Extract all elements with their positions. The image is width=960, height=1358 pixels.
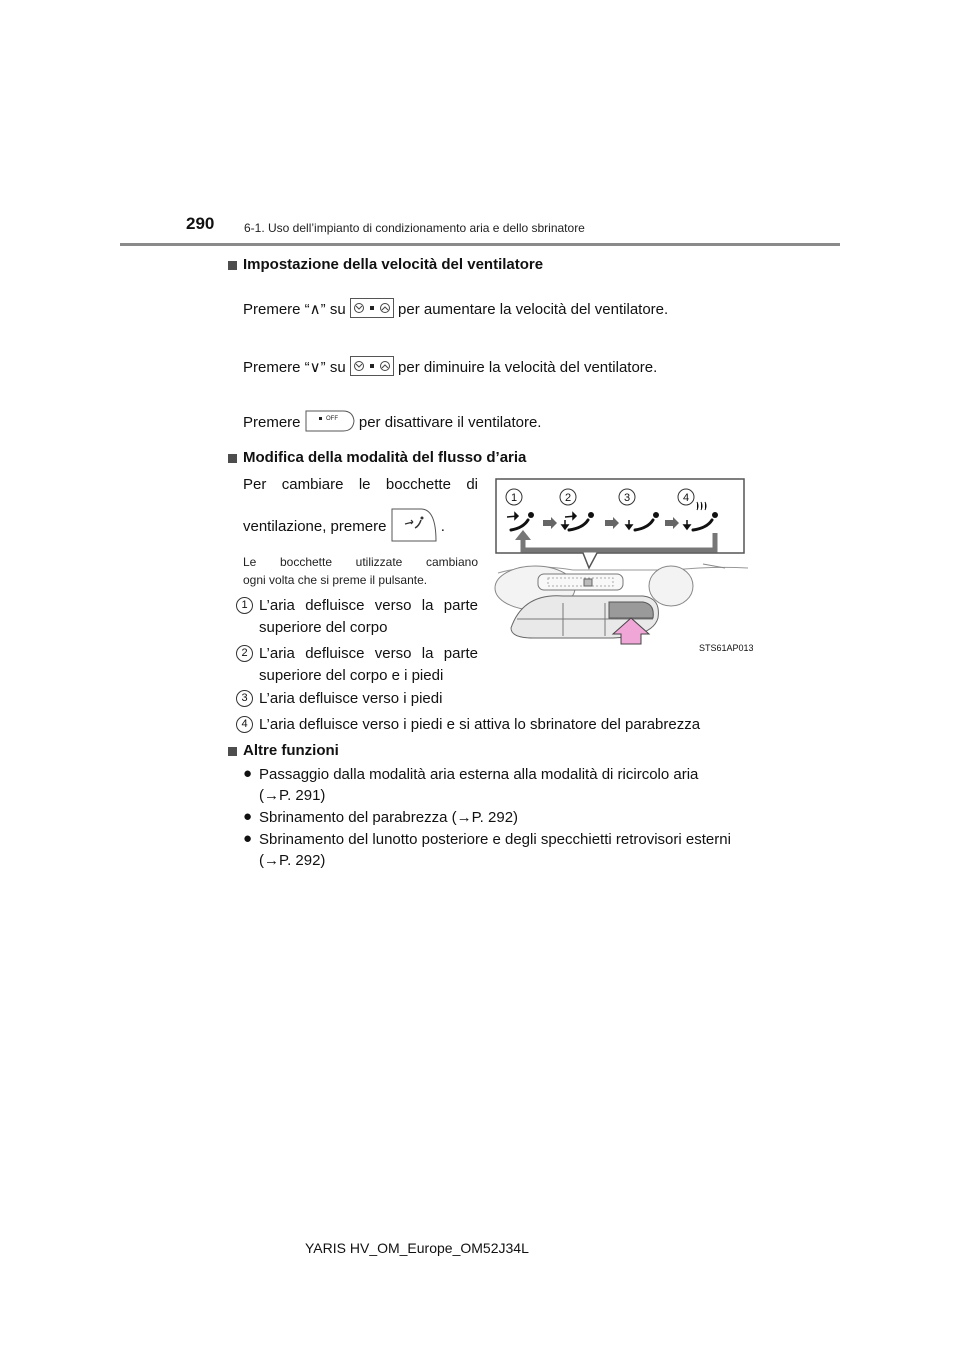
section-marker	[228, 454, 237, 463]
airflow-mode-figure	[493, 478, 753, 658]
item-4-line1: L’aria defluisce verso i piedi e si attiva lo sbrinatore del parabrezza	[259, 716, 701, 733]
airflow-section-title: Modifica della modalità del flusso d’aria	[243, 449, 527, 466]
item-number-3: 3	[236, 690, 253, 707]
airflow-intro-line2	[243, 508, 445, 546]
bullet-3-line1: Sbrinamento del lunotto posteriore e degli specchietti retrovisori esterni	[259, 831, 731, 848]
item-number-4: 4	[236, 716, 253, 733]
fan-decrease-after: per diminuire la velocità del ventilatore.	[398, 358, 658, 376]
fan-off-before: Premere	[243, 413, 301, 431]
item-2-line2: superiore del corpo e i piedi	[259, 667, 444, 684]
airflow-intro-before: ventilazione, premere	[243, 517, 387, 535]
bullet-dot: ●	[243, 765, 253, 782]
bullet-2-line1: Sbrinamento del parabrezza (→P. 292)	[259, 809, 519, 826]
figure-label-3: 3	[623, 492, 631, 504]
airflow-note-line1: Le bocchette utilizzate cambiano	[243, 555, 478, 569]
chapter-title: 6-1. Uso dell’impianto di condizionamento aria e dello sbrinatore	[244, 221, 585, 235]
item-number-1: 1	[236, 597, 253, 614]
bullet-dot: ●	[243, 830, 253, 847]
footer-code: YARIS HV_OM_Europe_OM52J34L	[305, 1240, 529, 1256]
airflow-note-line2: ogni volta che si preme il pulsante.	[243, 573, 428, 587]
bullet-3-line2: (→P. 292)	[259, 852, 326, 869]
figure-label-2: 2	[564, 492, 572, 504]
fan-off-after: per disattivare il ventilatore.	[358, 413, 542, 431]
fan-off-text	[243, 410, 541, 436]
item-3-line1: L’aria defluisce verso i piedi	[259, 690, 443, 707]
item-number-2: 2	[236, 645, 253, 662]
fan-section-title: Impostazione della velocità del ventilatore	[243, 256, 544, 273]
fan-increase-after: per aumentare la velocità del ventilatore.	[398, 300, 669, 318]
page-number: 290	[186, 214, 215, 233]
fan-increase-text	[243, 298, 668, 322]
bullet-1-line2: (→P. 291)	[259, 787, 326, 804]
fan-speed-button-icon	[350, 298, 394, 322]
bullet-1-line1: Passaggio dalla modalità aria esterna alla modalità di ricircolo aria	[259, 766, 699, 783]
section-marker	[228, 261, 237, 270]
other-section-title: Altre funzioni	[243, 742, 339, 759]
header-divider	[120, 243, 840, 246]
fan-increase-before: Premere “∧” su	[243, 300, 346, 318]
figure-code: STS61AP013	[699, 643, 753, 653]
airflow-intro-after: .	[440, 517, 445, 535]
bullet-dot: ●	[243, 808, 253, 825]
fan-decrease-before: Premere “∨” su	[243, 358, 346, 376]
fan-speed-button-icon	[350, 356, 394, 380]
item-1-line2: superiore del corpo	[259, 619, 388, 636]
fan-off-button-icon	[305, 410, 355, 436]
item-2-line1: L’aria defluisce verso la parte	[259, 645, 478, 662]
figure-label-1: 1	[510, 492, 518, 504]
figure-label-4: 4	[682, 492, 690, 504]
airflow-mode-button-icon	[391, 508, 437, 546]
item-1-line1: L’aria defluisce verso la parte	[259, 597, 478, 614]
fan-off-button-text: OFF	[325, 416, 338, 422]
fan-decrease-text	[243, 356, 657, 380]
airflow-intro-line1: Per cambiare le bocchette di	[243, 476, 478, 493]
section-marker	[228, 747, 237, 756]
